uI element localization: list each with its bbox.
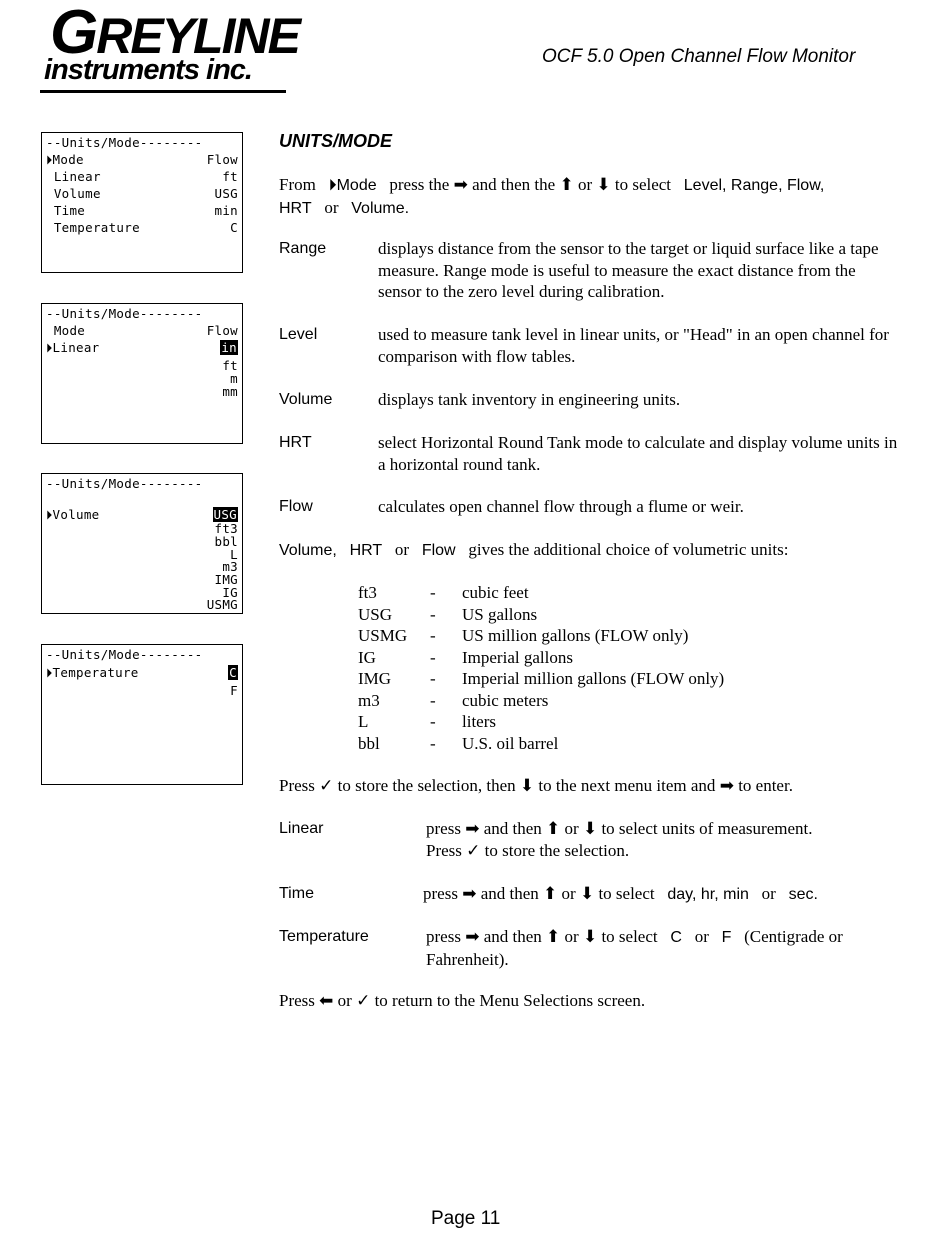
check-icon: ✓ — [319, 776, 334, 795]
def-term: HRT — [279, 434, 312, 451]
right-arrow-icon: ➡ — [465, 927, 480, 946]
right-arrow-icon: ➡ — [719, 776, 734, 795]
def-desc: used to measure tank level in linear units, or "Head" in an open channel for comparison with flow tables. — [378, 325, 889, 366]
linear-term: Linear — [279, 820, 324, 837]
lcd-option: ft3 — [214, 521, 238, 536]
lcd-units-linear — [41, 303, 243, 444]
time-desc: press ➡ and then ⬆ or ⬇ to select day, hr, min or sec. — [423, 884, 818, 903]
right-arrow-icon: ➡ — [462, 884, 477, 903]
def-desc: displays distance from the sensor to the target or liquid surface like a tape measure. Range mode is useful to measure the exact distance from the sensor to the zero level during calibration. — [378, 239, 879, 301]
lcd-row-label: ⏵Mode — [46, 152, 84, 167]
lcd-units-volume — [41, 473, 243, 614]
return-instruction: Press ⬅ or ✓ to return to the Menu Selections screen. — [279, 991, 646, 1010]
down-arrow-icon: ⬇ — [519, 776, 535, 795]
down-arrow-icon: ⬇ — [582, 819, 598, 838]
time-term: Time — [279, 885, 314, 902]
lcd-row-label: ⏵Temperature — [46, 665, 139, 680]
unit-dash: - — [430, 647, 436, 667]
up-arrow-icon: ⬆ — [543, 884, 558, 903]
def-term: Range — [279, 240, 327, 257]
lcd-row-label: Linear — [46, 169, 101, 184]
unit-desc: US million gallons (FLOW only) — [462, 626, 689, 645]
lcd-option: IMG — [214, 572, 238, 587]
down-arrow-icon: ⬇ — [579, 884, 595, 903]
linear-desc: press ➡ and then ⬆ or ⬇ to select units of measurement. Press ✓ to store the selection. — [426, 819, 813, 860]
lcd-units-mode-main — [41, 132, 243, 273]
lcd-row-value: Flow — [206, 323, 238, 338]
lcd-row-label: Temperature — [46, 220, 140, 235]
lcd-option: F — [230, 683, 238, 698]
unit-dash: - — [430, 712, 436, 731]
left-arrow-icon: ⬅ — [319, 991, 334, 1010]
unit-abbr: USMG — [358, 626, 408, 645]
unit-dash: - — [430, 583, 436, 602]
lcd-row-label: Mode — [46, 323, 86, 338]
check-icon: ✓ — [356, 991, 371, 1010]
temperature-desc: press ➡ and then ⬆ or ⬇ to select C or F (Centigrade or Fahrenheit). — [426, 927, 843, 969]
lcd-option-selected: USG — [213, 507, 237, 522]
lcd-row-value: C — [230, 220, 238, 235]
unit-abbr: USG — [358, 604, 393, 624]
company-logo-bottom: instruments inc. — [44, 54, 252, 86]
lcd-title: --Units/Mode-------- — [46, 135, 203, 150]
check-icon: ✓ — [466, 840, 481, 860]
up-arrow-icon: ⬆ — [546, 819, 561, 838]
unit-desc: liters — [462, 712, 496, 731]
right-arrow-icon: ➡ — [465, 819, 480, 838]
def-desc: displays tank inventory in engineering units. — [378, 390, 681, 409]
unit-abbr: L — [358, 712, 369, 731]
lcd-units-temperature — [41, 644, 243, 785]
up-arrow-icon: ⬆ — [559, 175, 574, 194]
unit-dash: - — [430, 690, 436, 710]
lcd-row-label: Time — [46, 203, 86, 218]
lcd-row-value: ft — [222, 169, 238, 184]
logo-underline — [40, 90, 286, 93]
lcd-option: mm — [222, 384, 238, 399]
unit-desc: cubic meters — [462, 690, 549, 710]
def-term: Volume — [279, 391, 333, 408]
unit-dash: - — [430, 733, 436, 753]
lcd-row-value: min — [214, 203, 238, 218]
def-term: Level — [279, 326, 318, 343]
down-arrow-icon: ⬇ — [596, 175, 611, 194]
def-term: Flow — [279, 498, 313, 515]
volumetric-units-intro: Volume, HRT or Flow gives the additional choice of volumetric units: — [279, 540, 789, 559]
unit-desc: cubic feet — [462, 583, 529, 602]
lcd-option: L — [230, 547, 238, 562]
lcd-option: bbl — [214, 534, 238, 549]
lcd-row-label: Volume — [46, 186, 101, 201]
def-desc: select Horizontal Round Tank mode to calculate and display volume units in a horizontal round tank. — [378, 433, 898, 474]
unit-abbr: ft3 — [358, 583, 377, 602]
right-arrow-icon: ➡ — [453, 175, 468, 194]
lcd-option: m — [230, 371, 238, 386]
unit-dash: - — [430, 669, 436, 688]
unit-desc: Imperial million gallons (FLOW only) — [462, 669, 725, 688]
lcd-option-selected: C — [229, 665, 237, 680]
up-arrow-icon: ⬆ — [546, 927, 561, 946]
lcd-title: --Units/Mode-------- — [46, 306, 203, 321]
page-number: Page 11 — [431, 1208, 501, 1229]
unit-desc: Imperial gallons — [462, 647, 573, 667]
lcd-row-label: ⏵Volume — [46, 507, 100, 522]
unit-desc: U.S. oil barrel — [462, 733, 559, 753]
document-title: OCF 5.0 Open Channel Flow Monitor — [542, 46, 856, 67]
down-arrow-icon: ⬇ — [582, 927, 598, 946]
lcd-row-label: ⏵Linear — [46, 340, 100, 355]
unit-abbr: IG — [358, 647, 376, 667]
lcd-option: IG — [222, 585, 238, 600]
unit-dash: - — [430, 604, 436, 624]
unit-desc: US gallons — [462, 604, 538, 624]
unit-abbr: IMG — [358, 669, 392, 688]
lcd-option: m3 — [222, 559, 238, 574]
lcd-row-value: USG — [214, 186, 238, 201]
intro-paragraph: From ⏵Mode press the ➡ and then the ⬆ or ⬇ to select Level, Range, Flow, HRT or Volume. — [279, 175, 825, 217]
section-title: UNITS/MODE — [279, 131, 393, 151]
unit-abbr: bbl — [358, 733, 380, 753]
unit-dash: - — [430, 626, 436, 645]
lcd-title: --Units/Mode-------- — [46, 647, 203, 662]
store-instruction: Press ✓ to store the selection, then ⬇ to the next menu item and ➡ to enter. — [279, 776, 793, 795]
lcd-option-selected: in — [221, 340, 237, 355]
lcd-row-value: Flow — [206, 152, 238, 167]
unit-abbr: m3 — [358, 690, 380, 710]
def-desc: calculates open channel flow through a flume or weir. — [378, 497, 744, 516]
lcd-option: USMG — [206, 597, 238, 612]
temperature-term: Temperature — [279, 928, 369, 945]
lcd-option: ft — [222, 358, 238, 373]
lcd-title: --Units/Mode-------- — [46, 476, 203, 491]
company-logo-top: GREYLINE — [50, 0, 299, 67]
